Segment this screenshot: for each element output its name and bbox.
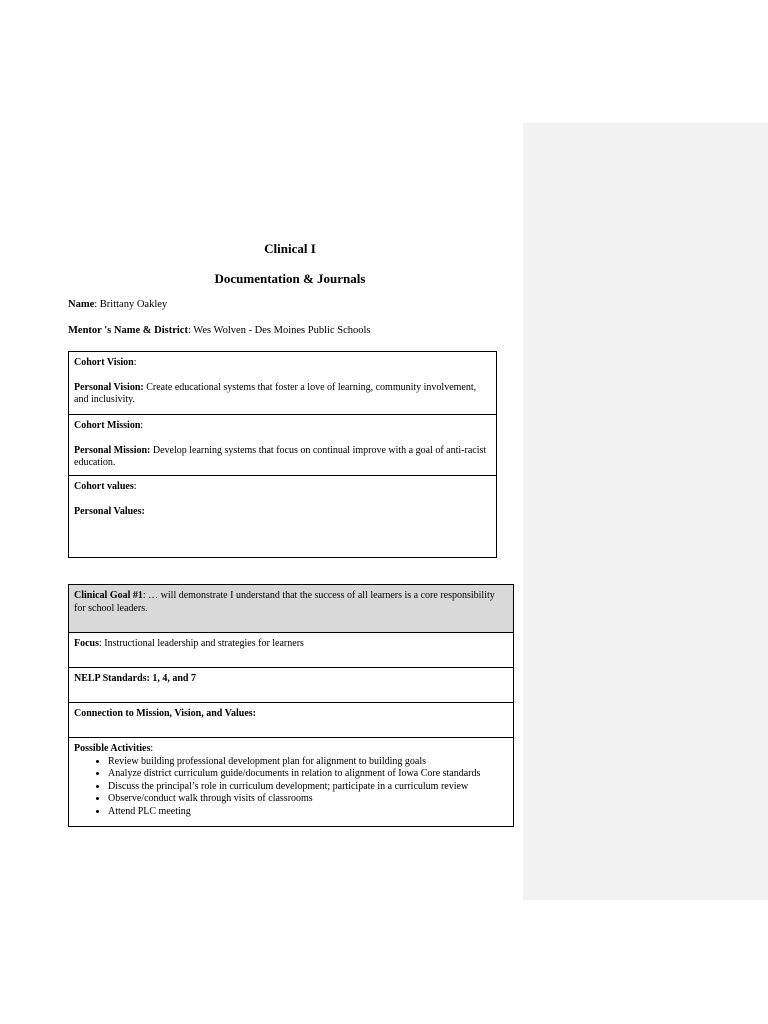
clinical-goal-table [68, 584, 514, 827]
activities-label: Possible Activities [74, 743, 151, 754]
cohort-values-label: Cohort values [74, 481, 134, 492]
document-subtitle: Documentation & Journals [214, 271, 366, 286]
goal-label: Clinical Goal #1 [74, 590, 143, 601]
vision-cell [69, 352, 497, 415]
personal-vision-label: Personal Vision: [74, 381, 144, 393]
cohort-mission-label: Cohort Mission [74, 420, 141, 431]
activity-item: • Observe/conduct walk through visits of classrooms [108, 793, 508, 806]
personal-values-label: Personal Values: [74, 505, 145, 517]
name-label: Name [68, 299, 95, 310]
mission-cell [69, 415, 497, 476]
nelp-standards: NELP Standards: 1, 4, and 7 [74, 673, 196, 684]
activity-item: • Discuss the principal’s role in curriculum development; participate in a curriculum review [108, 781, 508, 794]
mentor-value: : Wes Wolven - Des Moines Public Schools [187, 325, 371, 336]
nelp-cell [69, 668, 514, 703]
activities-colon: : [150, 743, 154, 754]
goal-text: : … will demonstrate I understand that the success of all learners is a core responsibility for school leaders. [74, 590, 495, 614]
focus-label: Focus [74, 638, 99, 649]
mentor-label: Mentor 's Name & District [68, 325, 188, 336]
activity-item: • Analyze district curriculum guide/documents in relation to alignment of Iowa Core standards [108, 768, 508, 781]
personal-vision-text: Create educational systems that foster a love of learning, community involvement, and inclusivity. [74, 381, 477, 405]
cohort-values-colon: : [133, 481, 137, 492]
focus-text: : Instructional leadership and strategies for learners [99, 638, 304, 649]
cohort-vision-colon: : [133, 357, 137, 368]
activity-item: • Attend PLC meeting [108, 806, 508, 819]
activities-cell [69, 738, 514, 827]
document-title: Clinical I [264, 241, 316, 256]
focus-cell [69, 633, 514, 668]
personal-mission-label: Personal Mission: [74, 444, 151, 456]
name-line [68, 299, 167, 310]
goal-cell [69, 585, 514, 633]
activities-list [74, 756, 508, 819]
cohort-mission-colon: : [140, 420, 144, 431]
connection-cell [69, 703, 514, 738]
mentor-line [68, 325, 370, 336]
cohort-vision-label: Cohort Vision [74, 357, 134, 368]
comment-pane [523, 123, 768, 900]
name-value: : Brittany Oakley [94, 299, 168, 310]
connection-label: Connection to Mission, Vision, and Values: [74, 708, 256, 719]
vision-mission-table [68, 351, 497, 558]
personal-mission-text: Develop learning systems that focus on continual improve with a goal of anti-racist education. [74, 444, 487, 468]
values-cell [69, 476, 497, 558]
activity-item: • Review building professional development plan for alignment to building goals [108, 756, 508, 769]
